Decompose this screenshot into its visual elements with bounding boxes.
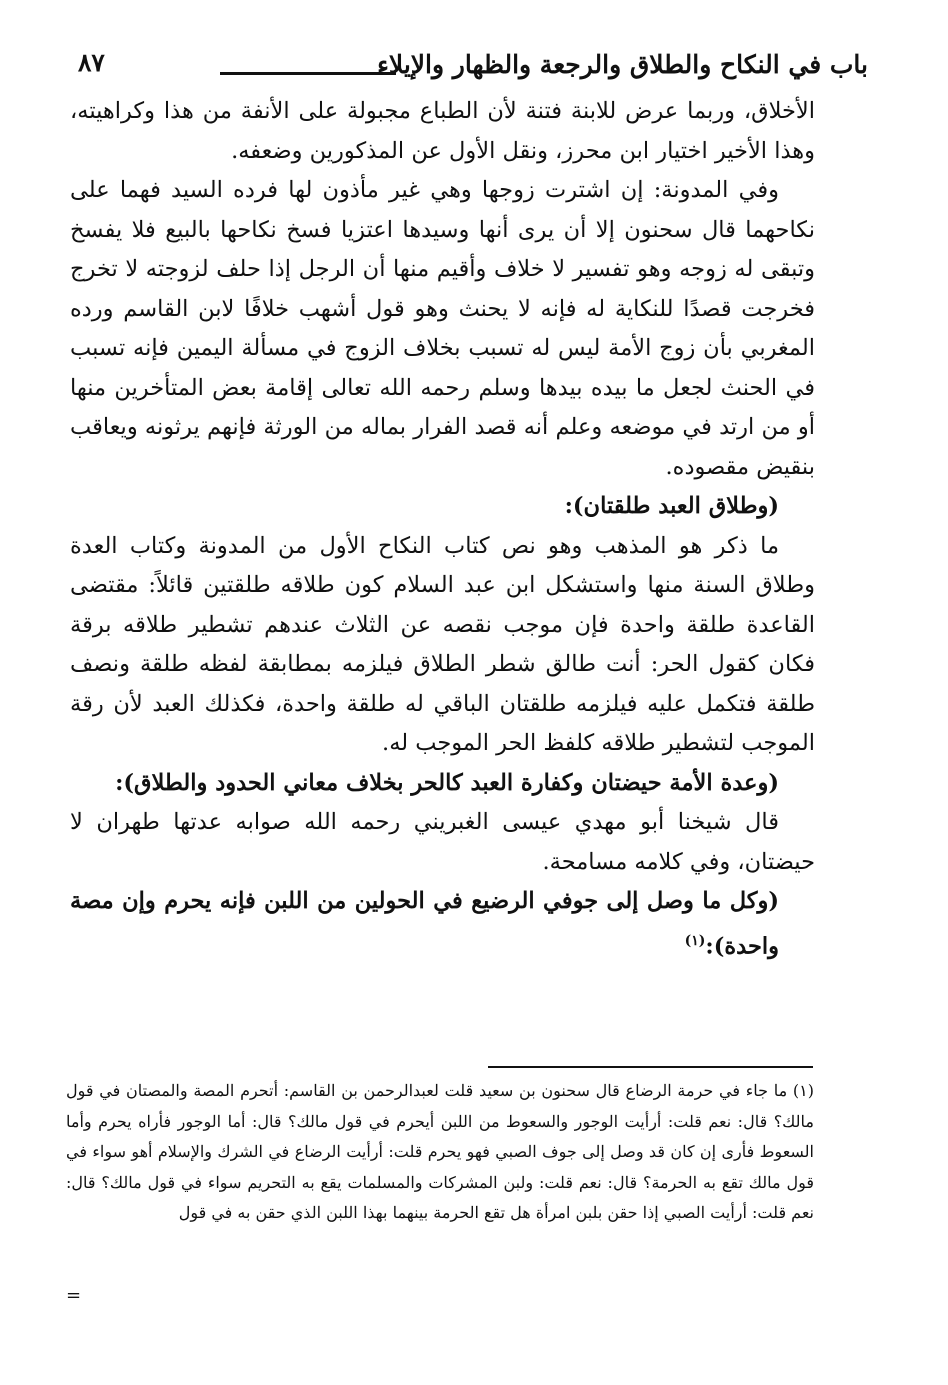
header-rule — [220, 72, 396, 75]
page-number: ٨٧ — [78, 48, 105, 77]
footnote-separator — [488, 1066, 813, 1068]
continuation-mark: = — [66, 1285, 82, 1306]
paragraph: ما ذكر هو المذهب وهو نص كتاب النكاح الأول من المدونة وكتاب العدة وطلاق السنة منها واستشكل ابن عبد السلام كون طلاقه طلقتين قائلاً: مقتضى القاعدة طلقة واحدة فإن موجب نقصه عن الثلاث عندهم تشطير طلاقه برقة فكان كقول الحر: أنت طالق شطر الطلاق فيلزمه بمطابقة لفظه طلقة ونصف طلقة فتكمل عليه فيلزمه طلقتان الباقي له طلقة واحدة، فكذلك العبد لأن رقة الموجب لتشطير طلاقه كلفظ الحر الموجب له. — [70, 532, 815, 756]
footnotes — [66, 1076, 814, 1229]
main-text — [70, 92, 815, 967]
paragraph: قال شيخنا أبو مهدي عيسى الغبريني رحمه الله صوابه عدتها طهران لا حيضتان، وفي كلامه مسامحة. — [70, 809, 815, 875]
section-heading: (وطلاق العبد طلقتان): — [564, 493, 779, 519]
heading-text: (وكل ما وصل إلى جوفي الرضيع في الحولين من اللبن فإنه يحرم وإن مصة واحدة): — [70, 888, 779, 959]
section-heading — [70, 882, 815, 967]
footnote-reference[interactable]: (١) — [684, 932, 706, 949]
footnote: (١) ما جاء في حرمة الرضاع قال سحنون بن سعيد قلت لعبدالرحمن بن القاسم: أتحرم المصة والمصتان في قول مالك؟ قال: نعم قلت: أرأيت الوجور والسعوط من اللبن أيحرم في قول مالك؟ قال: أما الوجور فأراه يحرم وأما السعوط فأرى إن كان قد وصل إلى جوف الصبي فهو يحرم قلت: أرأيت الرضاع في الشرك والإسلام أهو سواء في قول مالك تقع به الحرمة؟ قال: نعم قلت: ولبن المشركات والمسلمات يقع به التحريم سواء في قول مالك؟ قال: نعم قلت: أرأيت الصبي إذا حقن بلبن امرأة هل تقع الحرمة بينهما بهذا اللبن الذي حقن به في قول — [66, 1081, 815, 1222]
paragraph: الأخلاق، وربما عرض للابنة فتنة لأن الطباع مجبولة على الأنفة من هذا وكراهيته، وهذا الأخير اختيار ابن محرز، ونقل الأول عن المذكورين وضعفه. — [70, 98, 815, 164]
section-heading: (وعدة الأمة حيضتان وكفارة العبد كالحر بخلاف معاني الحدود والطلاق): — [115, 769, 779, 796]
page-header — [70, 44, 868, 90]
paragraph: وفي المدونة: إن اشترت زوجها وهي غير مأذون لها فرده السيد فهما على نكاحهما قال سحنون إلا أن يرى أنها وسيدها اعتزيا فسخ نكاحها بالبيع فلا يفسخ وتبقى له زوجه وهو تفسير لا خلاف وأقيم منها أن الرجل إذا حلف لزوجته لا تخرج فخرجت قصدًا للنكاية له فإنه لا يحنث وهو قول أشهب خلافًا لابن القاسم ورده المغربي بأن زوج الأمة ليس له تسبب بخلاف الزوج في مسألة اليمين فإنه تسبب في الحنث لجعل ما بيده بيدها وسلم رحمه الله تعالى إقامة بعض المتأخرين منها أو من ارتد في موضعه وعلم أنه قصد الفرار بماله من الورثة فإنهم يرثونه ويعاقب بنقيض مقصوده. — [70, 177, 815, 480]
running-title: باب في النكاح والطلاق والرجعة والظهار والإيلاء — [377, 50, 868, 79]
